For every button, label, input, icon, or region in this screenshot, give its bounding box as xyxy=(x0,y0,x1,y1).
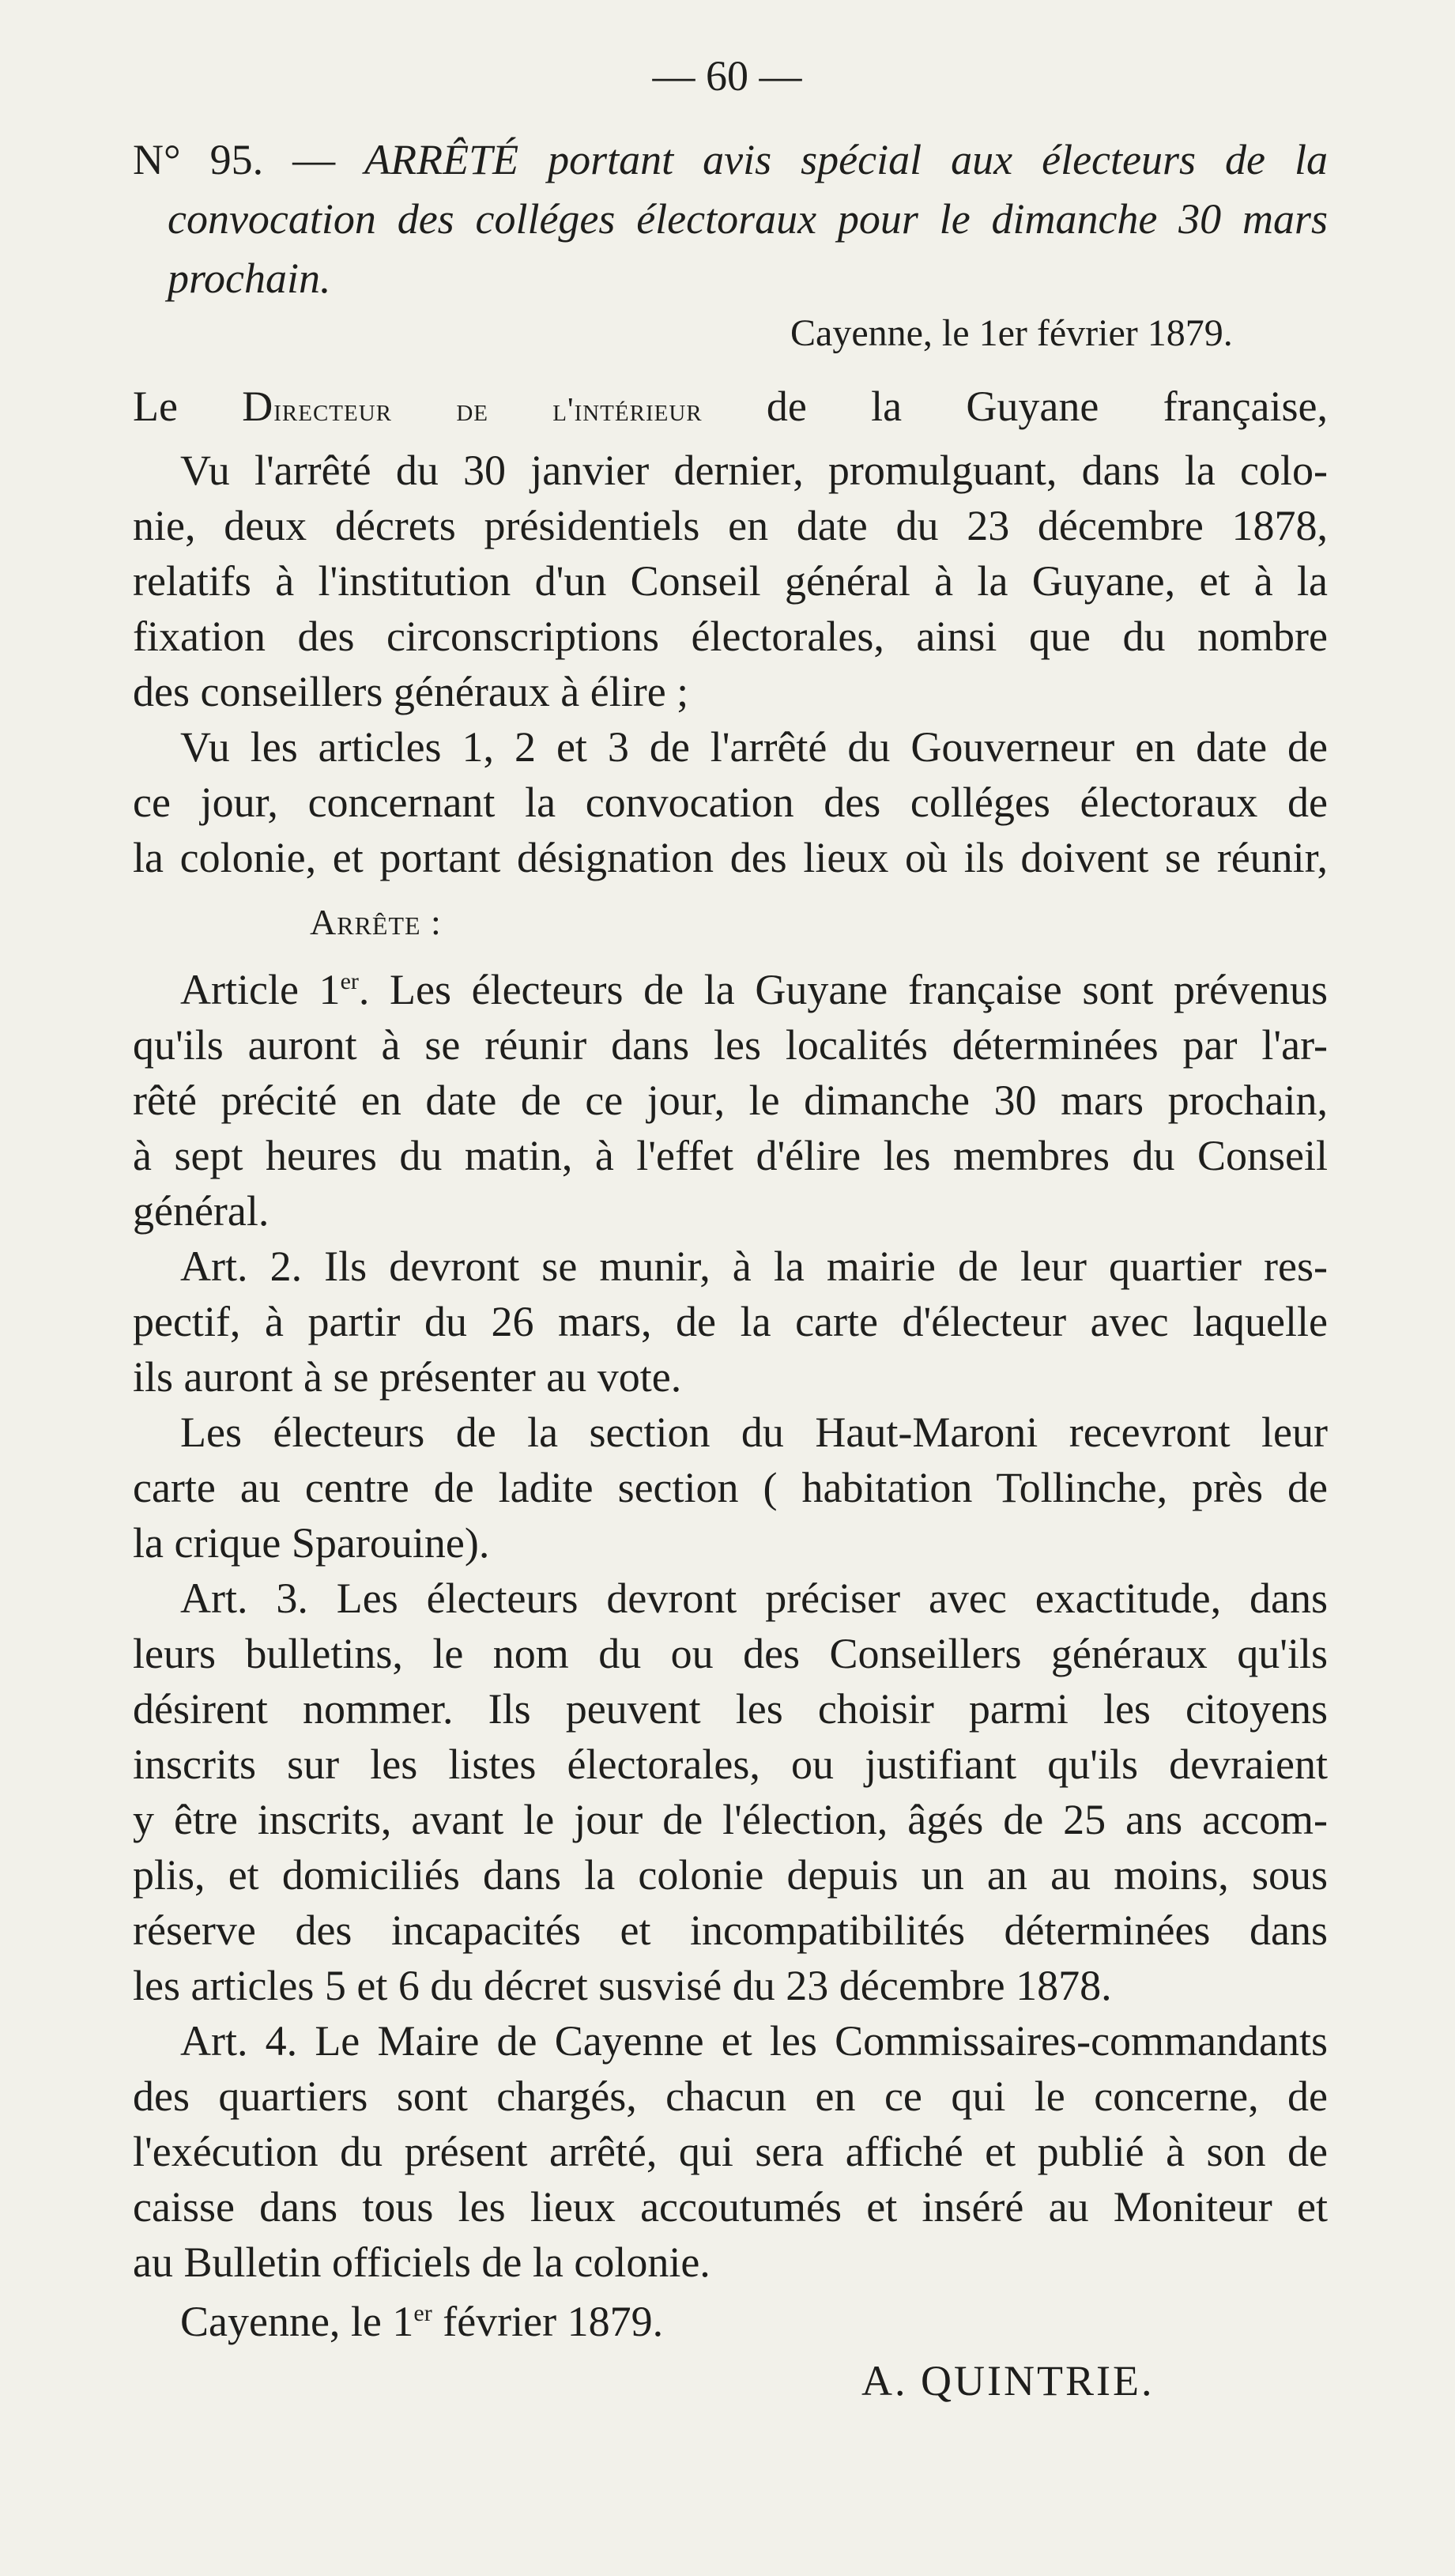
article-3-line: les articles 5 et 6 du décret susvisé du 23 décembre 1878. xyxy=(133,1962,1112,2009)
decree-title-rest: portant avis spécial aux électeurs de la xyxy=(548,136,1329,183)
considerant-line: des conseillers généraux à élire ; xyxy=(133,668,689,715)
considerant-line: fixation des circonscriptions électorales, ainsi que du nombre xyxy=(133,613,1328,660)
director-line xyxy=(133,381,1328,436)
decree-heading-line-3: prochain. xyxy=(168,255,331,302)
article-1-line: rêté précité en date de ce jour, le dimanche 30 mars prochain, xyxy=(133,1077,1328,1124)
article-2-line: pectif, à partir du 26 mars, de la carte d'électeur avec laquelle xyxy=(133,1298,1328,1345)
page-number: — 60 — xyxy=(652,52,802,100)
article-3-line: leurs bulletins, le nom du ou des Conseillers généraux qu'ils xyxy=(133,1630,1328,1677)
director-title: Directeur xyxy=(242,383,393,430)
article-3-line: plis, et domiciliés dans la colonie depuis un an au moins, sous xyxy=(133,1851,1328,1899)
decree-title-word: ARRÊTÉ xyxy=(364,136,519,183)
considerant-line: relatifs à l'institution d'un Conseil général à la Guyane, et à la xyxy=(133,557,1328,605)
article-2-line: Art. 2. Ils devront se munir, à la mairie de leur quartier res- xyxy=(180,1243,1328,1290)
director-interieur: l'intérieur xyxy=(552,392,703,428)
article-1-line: à sept heures du matin, à l'effet d'élire les membres du Conseil xyxy=(133,1132,1328,1179)
article-4-line: au Bulletin officiels de la colonie. xyxy=(133,2238,711,2286)
considerant-line: Vu les articles 1, 2 et 3 de l'arrêté du Gouverneur en date de xyxy=(180,723,1328,771)
considerant-line: ce jour, concernant la convocation des colléges électoraux de xyxy=(133,779,1328,826)
heading-dash: — xyxy=(292,136,336,183)
article-4-line: l'exécution du présent arrêté, qui sera affiché et publié à son de xyxy=(133,2128,1328,2175)
article-3-line: y être inscrits, avant le jour de l'élection, âgés de 25 ans accom- xyxy=(133,1796,1328,1843)
article-3-line: désirent nommer. Ils peuvent les choisir parmi les citoyens xyxy=(133,1685,1328,1733)
director-le: Le xyxy=(133,383,178,430)
article-1-line: qu'ils auront à se réunir dans les localités déterminées par l'ar- xyxy=(133,1021,1328,1069)
decree-number: N° 95. xyxy=(133,136,264,183)
signature: A. QUINTRIE. xyxy=(861,2357,1155,2404)
article-3-line: Art. 3. Les électeurs devront préciser avec exactitude, dans xyxy=(180,1575,1328,1622)
article-1-line-1: Article 1er. Les électeurs de la Guyane française sont prévenus xyxy=(180,966,1328,1013)
decree-heading-line-2: convocation des colléges électoraux pour le dimanche 30 mars xyxy=(168,195,1328,243)
considerant-line: nie, deux décrets présidentiels en date du 23 décembre 1878, xyxy=(133,502,1328,549)
article-2-line: Les électeurs de la section du Haut-Maroni recevront leur xyxy=(180,1409,1328,1456)
director-rest: de la Guyane française, xyxy=(766,383,1329,430)
decree-heading-line-1 xyxy=(133,134,1328,185)
article-4-line: Art. 4. Le Maire de Cayenne et les Commissaires-commandants xyxy=(180,2017,1328,2065)
article-3-line: réserve des incapacités et incompatibilités déterminées dans xyxy=(133,1907,1328,1954)
article-4-line: des quartiers sont chargés, chacun en ce qui le concerne, de xyxy=(133,2072,1328,2120)
article-3-line: inscrits sur les listes électorales, ou justifiant qu'ils devraient xyxy=(133,1741,1328,1788)
place-date: Cayenne, le 1er février 1879. xyxy=(790,312,1233,354)
article-2-line: ils auront à se présenter au vote. xyxy=(133,1353,682,1401)
closing-date: Cayenne, le 1er février 1879. xyxy=(180,2298,664,2345)
article-2-line: carte au centre de ladite section ( habitation Tollinche, près de xyxy=(133,1464,1328,1511)
article-4-line: caisse dans tous les lieux accoutumés et inséré au Moniteur et xyxy=(133,2183,1328,2231)
director-de: de xyxy=(456,392,488,428)
article-1-line: général. xyxy=(133,1187,270,1235)
article-2-line: la crique Sparouine). xyxy=(133,1519,490,1567)
considerant-line: Vu l'arrêté du 30 janvier dernier, promulguant, dans la colo- xyxy=(180,447,1328,494)
considerant-line: la colonie, et portant désignation des lieux où ils doivent se réunir, xyxy=(133,834,1328,881)
arrete-label: Arrête : xyxy=(310,902,442,942)
